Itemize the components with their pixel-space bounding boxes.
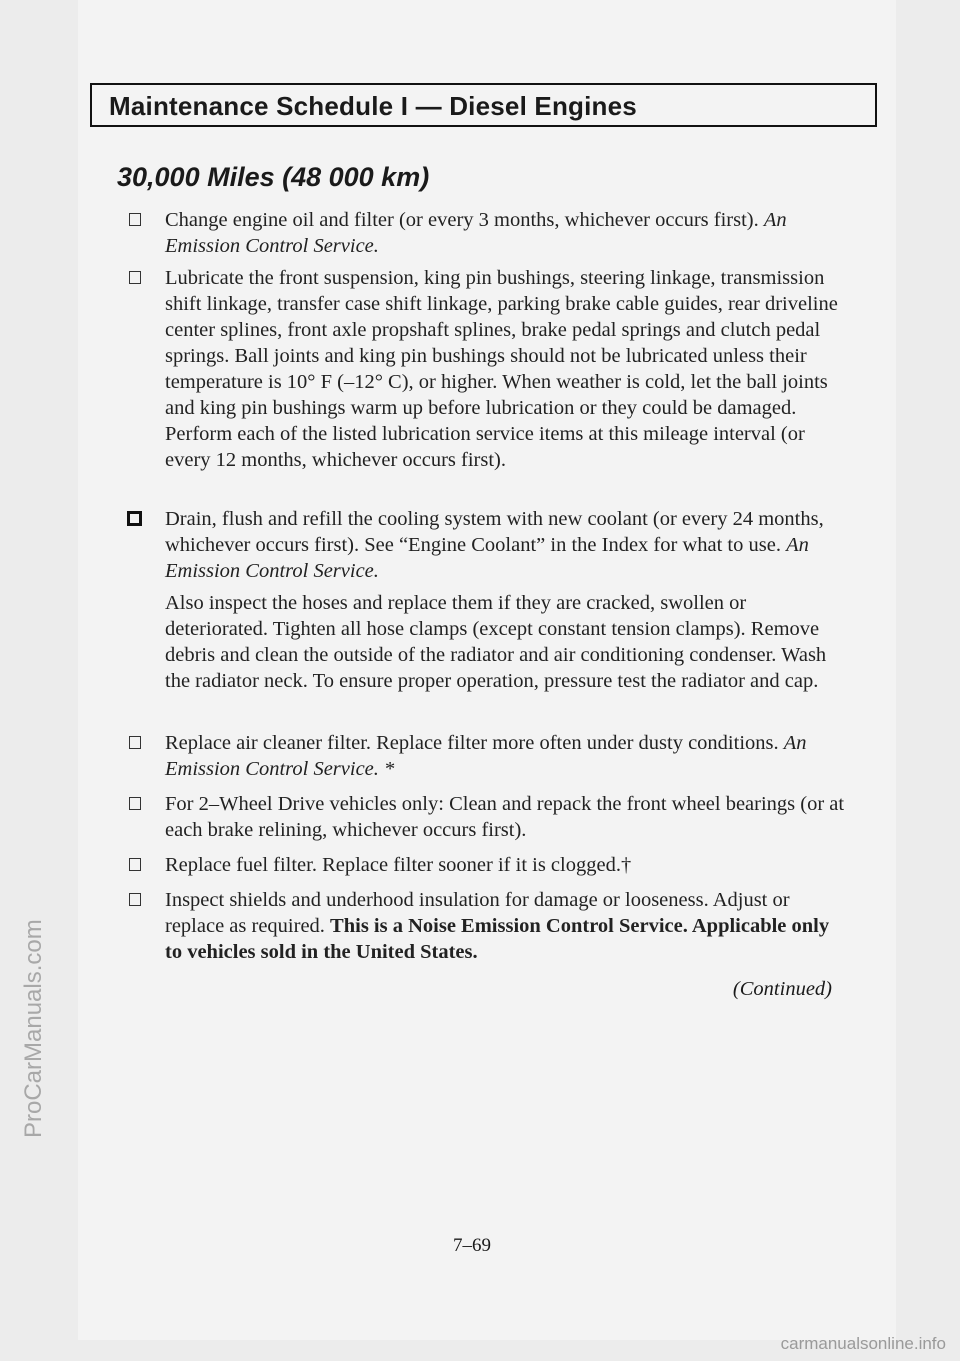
item-text: Lubricate the front suspension, king pin bushings, steering linkage, transmission shift linkage, transfer case shift linkage, parking brake cable guides, rear driveline center splines, front axle propshaft splines, brake pedal springs and clutch pedal springs. Ball joints and king pin bushings should not be lubricated unless their temperature is 10° F (–12° C), or higher. When weather is cold, let the ball joints and king pin bushings warm up before lubrication or they could be damaged. Perform each of the listed lubrication service items at this mileage interval (or every 12 months, whichever occurs first). (165, 267, 838, 471)
checkbox-icon[interactable] (129, 858, 141, 871)
checkbox-icon[interactable] (127, 511, 142, 526)
checkbox-icon[interactable] (129, 736, 141, 749)
checklist-item-lubricate (165, 265, 845, 473)
mileage-heading: 30,000 Miles (48 000 km) (117, 162, 430, 192)
item-text: Inspect shields and underhood insulation for damage or looseness. Adjust or replace as required. (165, 889, 790, 937)
item-text: Drain, flush and refill the cooling system with new coolant (or every 24 months, whichever occurs first). See “Engine Coolant” in the Index for what to use. (165, 508, 824, 556)
item-noise-note: This is a Noise Emission Control Service. Applicable only to vehicles sold in the United States. (165, 915, 830, 963)
item-text: Replace air cleaner filter. Replace filter more often under dusty conditions. (165, 732, 784, 754)
item-emission-note: An Emission Control Service. (165, 534, 809, 582)
checklist-item-coolant (165, 506, 845, 584)
footer-watermark: carmanualsonline.info (780, 1334, 946, 1353)
checkbox-icon[interactable] (129, 797, 141, 810)
checkbox-icon[interactable] (129, 893, 141, 906)
side-watermark: ProCarManuals.com (20, 919, 47, 1138)
checklist-item-oil (165, 207, 845, 259)
checklist-item-wheel-bearings (165, 791, 845, 843)
checklist-item-fuel-filter (165, 852, 845, 878)
item-text: For 2–Wheel Drive vehicles only: Clean and repack the front wheel bearings (or at each brake relining, whichever occurs first). (165, 793, 845, 841)
page-title: Maintenance Schedule I — Diesel Engines (109, 91, 637, 121)
checkbox-icon[interactable] (129, 271, 141, 284)
page-number: 7–69 (453, 1235, 491, 1256)
section-header-box (90, 83, 877, 127)
item-text: Replace fuel filter. Replace filter sooner if it is clogged.† (165, 854, 632, 876)
item-emission-note: An Emission Control Service. * (165, 732, 807, 780)
checkbox-icon[interactable] (129, 213, 141, 226)
coolant-hose-paragraph: Also inspect the hoses and replace them if they are cracked, swollen or deteriorated. Tighten all hose clamps (except constant tension clamps). Remove debris and clean the outside of the radiator and air conditioning condenser. Wash the radiator neck. To ensure proper operation, pressure test the radiator and cap. (165, 592, 827, 692)
checklist-item-shields (165, 887, 845, 965)
continued-label: (Continued) (732, 978, 832, 1000)
item-text: Change engine oil and filter (or every 3 months, whichever occurs first). (165, 209, 764, 231)
item-emission-note: An Emission Control Service. (165, 209, 787, 257)
checklist-item-air-filter (165, 730, 845, 782)
